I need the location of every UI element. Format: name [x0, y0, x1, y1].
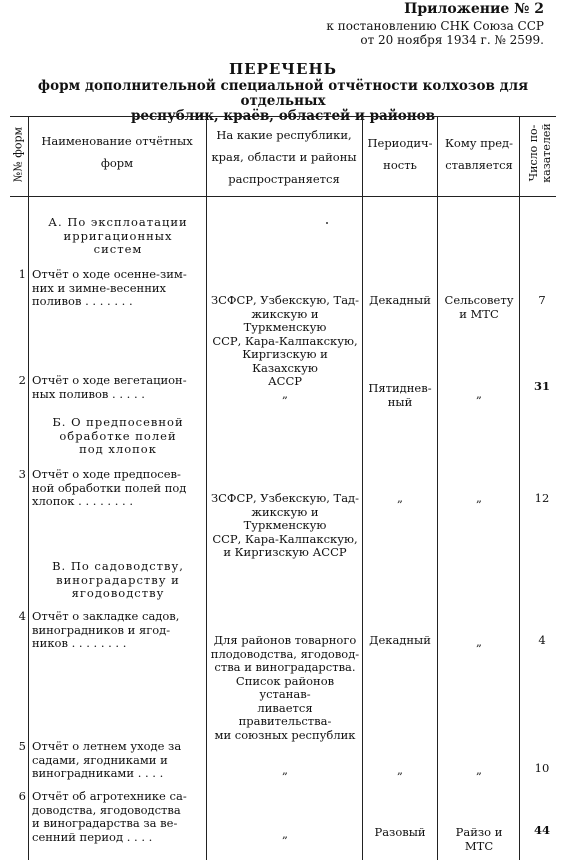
text-line: ССР, Кара-Калпакскую,	[212, 333, 358, 348]
territory-cell: „	[282, 387, 288, 401]
form-name	[32, 268, 204, 309]
periodicity-cell	[364, 382, 436, 409]
text-line: Отчёт об агротехнике са-	[32, 789, 187, 803]
column-header-periodicity	[364, 132, 436, 176]
text-line: Сельсовету	[444, 293, 514, 307]
text-line: жикскую и Туркменскую	[243, 306, 327, 334]
section-line: Б. О предпосевной	[52, 415, 184, 429]
section-heading-a	[32, 216, 204, 257]
text-line: ный	[387, 394, 413, 409]
text-line: АССР	[267, 374, 303, 388]
territory-cell	[210, 492, 360, 560]
text-line: и Киргизскую АССР	[223, 545, 347, 559]
section-heading-b	[32, 416, 204, 457]
column-divider	[28, 116, 29, 860]
section-line: виноградарству и	[56, 572, 180, 587]
text-line: Киргизскую и Казахскую	[242, 347, 328, 375]
text-line: и виноградарства за ве-	[32, 816, 178, 830]
column-divider	[206, 116, 207, 860]
text-line: Отчёт о ходе предпосев-	[32, 467, 181, 481]
subtitle-line: форм дополнительной специальной отчётности колхозов для отдельных	[37, 78, 529, 109]
section-line: А. По эксплоатации	[48, 215, 188, 229]
recipient-cell	[440, 294, 518, 321]
table-top-rule	[10, 116, 556, 117]
recipient-cell: „	[476, 491, 482, 505]
section-line: под хлопок	[79, 442, 157, 456]
form-name	[32, 374, 204, 401]
form-name	[32, 468, 204, 509]
periodicity-cell: Разовый	[374, 825, 426, 839]
row-number: 2	[18, 373, 26, 387]
document-title: ПЕРЕЧЕНЬ	[229, 60, 337, 78]
periodicity-cell: „	[397, 491, 403, 505]
appendix-label: Приложение № 2	[404, 1, 544, 17]
column-header-territory	[208, 124, 360, 190]
indicator-count: 10	[534, 761, 550, 775]
row-number: 1	[18, 267, 26, 281]
row-number: 6	[18, 789, 26, 803]
text-line: Отчёт о ходе вегетацион-	[32, 373, 187, 387]
header-line: форм	[100, 156, 134, 170]
text-line: и МТС	[459, 306, 499, 321]
section-line: обработке полей	[59, 428, 177, 443]
subtitle-line: республик, краёв, областей и районов	[130, 108, 436, 124]
periodicity-cell: Декадный	[369, 633, 431, 647]
text-line: ми союзных республик	[214, 727, 356, 742]
table-header-rule	[10, 196, 556, 197]
periodicity-cell: „	[397, 763, 403, 777]
column-header-indicator-count	[527, 109, 553, 197]
recipient-cell: „	[476, 763, 482, 777]
text-line: ЗСФСР, Узбекскую, Тад-	[210, 491, 360, 505]
territory-cell: „	[282, 827, 288, 841]
text-line: ников . . . . . . . .	[32, 636, 127, 650]
text-line: садами, ягодниками и	[32, 752, 168, 767]
header-line: ставляется	[445, 158, 513, 172]
decree-reference-line2: от 20 ноября 1934 г. № 2599.	[360, 33, 544, 47]
recipient-cell: „	[476, 387, 482, 401]
text-line: Для районов товарного	[213, 633, 357, 647]
decree-reference-line1: к постановлению СНК Союза ССР	[326, 19, 544, 33]
text-line: ливается правительства-	[238, 700, 332, 728]
row-number: 4	[18, 609, 26, 623]
header-line: Периодич-	[367, 136, 433, 150]
text-line: поливов . . . . . . .	[32, 294, 133, 308]
column-divider	[519, 116, 520, 860]
form-name	[32, 790, 204, 844]
text-line: доводства, ягодоводства	[32, 802, 181, 817]
column-divider	[362, 116, 363, 860]
section-line: В. По садоводству,	[52, 559, 184, 573]
text-line: Отчёт о закладке садов,	[32, 609, 180, 623]
indicator-count: 7	[538, 293, 546, 307]
section-line: систем	[93, 242, 143, 256]
header-line: Кому пред-	[445, 136, 513, 150]
text-line: Пятиднев-	[368, 381, 432, 395]
column-divider	[437, 116, 438, 860]
periodicity-cell: Декадный	[369, 293, 431, 307]
text-line: сенний период . . . .	[32, 829, 153, 844]
header-line: ность	[383, 158, 417, 172]
indicator-count: 44	[533, 823, 550, 837]
header-line: Наименование отчётных	[41, 134, 193, 148]
text-line: Отчёт о ходе осенне-зим-	[32, 267, 187, 281]
header-line: Число по-	[527, 124, 540, 182]
territory-cell	[210, 634, 360, 742]
column-header-number: №№ форм	[11, 126, 25, 183]
indicator-count: 4	[538, 633, 546, 647]
form-name	[32, 740, 204, 781]
row-number: 3	[18, 467, 26, 481]
column-header-recipient	[439, 132, 519, 176]
territory-cell	[210, 294, 360, 389]
header-line: казателей	[540, 123, 553, 183]
header-line: распространяется	[228, 172, 340, 186]
recipient-cell: Райзо и МТС	[455, 825, 503, 853]
text-line: виноградников и ягод-	[32, 622, 171, 637]
text-line: хлопок . . . . . . . .	[32, 494, 133, 508]
ink-dot	[326, 222, 328, 224]
text-line: них и зимне-весенних	[32, 280, 167, 295]
text-line: ССР, Кара-Калпакскую,	[212, 531, 358, 546]
document-subtitle	[10, 79, 556, 124]
header-line: края, области и районы	[211, 150, 357, 164]
text-line: ной обработки полей под	[32, 480, 187, 495]
text-line: жикскую и Туркменскую	[243, 504, 327, 532]
text-line: Список районов устанав-	[235, 673, 335, 701]
row-number: 5	[18, 739, 26, 753]
text-line: ных поливов . . . . .	[32, 386, 145, 401]
header-line: На какие республики,	[216, 128, 352, 142]
section-heading-v	[32, 560, 204, 601]
text-line: ства и виноградарства.	[214, 660, 356, 674]
section-line: ирригационных	[63, 228, 173, 243]
text-line: Отчёт о летнем уходе за	[32, 739, 182, 753]
indicator-count: 12	[534, 491, 550, 505]
text-line: плодоводства, ягодовод-	[210, 646, 360, 661]
text-line: ЗСФСР, Узбекскую, Тад-	[210, 293, 360, 307]
indicator-count: 31	[533, 379, 550, 393]
recipient-cell: „	[476, 635, 482, 649]
form-name	[32, 610, 204, 651]
section-line: ягодоводству	[71, 586, 165, 600]
text-line: виноградниками . . . .	[32, 766, 164, 780]
territory-cell: „	[282, 763, 288, 777]
column-header-name	[30, 130, 204, 174]
